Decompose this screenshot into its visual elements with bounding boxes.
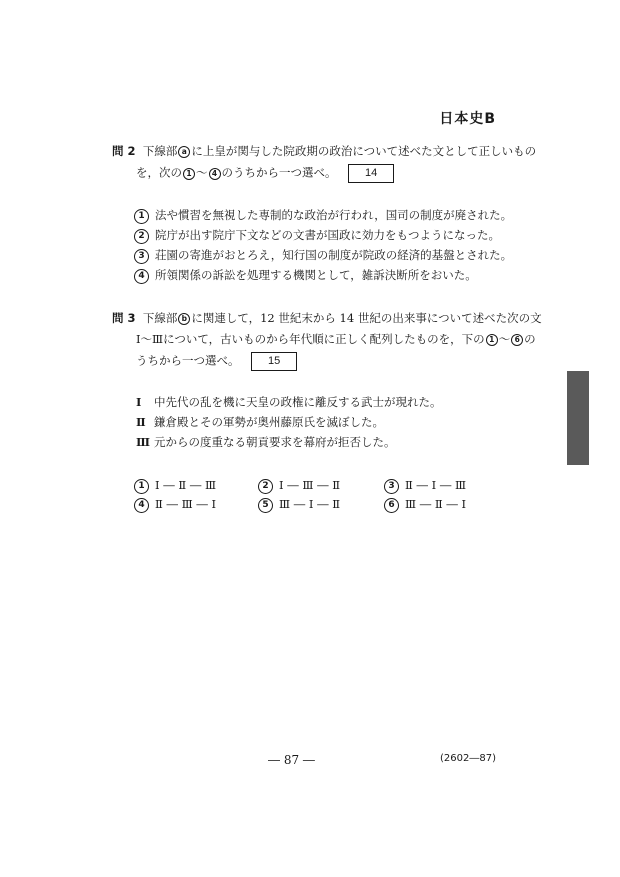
statement-text: 鎌倉殿とその軍勢が奥州藤原氏を滅ぼした。 [154, 415, 384, 429]
choice-number: 3 [384, 479, 399, 494]
answer-box-14[interactable]: 14 [348, 164, 394, 183]
q3-choice-3[interactable] [384, 477, 466, 494]
q3-statement-3 [136, 434, 396, 450]
choice-number: 6 [384, 498, 399, 513]
q3-choice-4[interactable] [134, 496, 216, 513]
q3-statement-2 [136, 414, 384, 430]
choice-number: 5 [258, 498, 273, 513]
option-text: 荘園の寄進がおとろえ，知行国の制度が院政の経済的基盤とされた。 [155, 248, 513, 262]
q3-choice-1[interactable] [134, 477, 216, 494]
q3-line3 [136, 352, 297, 371]
q2-option-4[interactable] [134, 267, 477, 284]
q3-line1 [112, 310, 542, 326]
page-number: ― 87 ― [268, 753, 315, 767]
choice-text: Ⅲ ― Ⅰ ― Ⅱ [279, 497, 341, 511]
section-tab [567, 371, 589, 465]
statement-text: 元からの度重なる朝貢要求を幕府が拒否した。 [154, 435, 396, 449]
q3-line1-pre: 下線部 [142, 311, 178, 325]
underline-marker-a: a [178, 146, 190, 158]
choice-text: Ⅲ ― Ⅱ ― Ⅰ [405, 497, 467, 511]
q2-line1 [112, 143, 536, 159]
option-number: 1 [134, 209, 149, 224]
q3-line2-post: の [524, 332, 536, 346]
q2-line2-pre: を，次の [136, 165, 182, 180]
q2-option-3[interactable] [134, 247, 512, 264]
q3-line2-pre: Ⅰ～Ⅲについて，古いものから年代順に正しく配列したものを，下の [136, 332, 485, 346]
range-separator: ～ [196, 165, 208, 180]
statement-numeral: Ⅲ [136, 435, 151, 449]
statement-numeral: Ⅱ [136, 415, 146, 429]
q3-choice-2[interactable] [258, 477, 340, 494]
option-number: 4 [134, 269, 149, 284]
q3-choice-5[interactable] [258, 496, 340, 513]
range-from-number: 1 [183, 168, 195, 180]
range-to-number: 4 [209, 168, 221, 180]
q3-line2 [136, 331, 536, 347]
option-text: 院庁が出す院庁下文などの文書が国政に効力をもつようになった。 [155, 228, 500, 242]
choice-text: Ⅰ ― Ⅱ ― Ⅲ [155, 478, 217, 492]
choice-number: 2 [258, 479, 273, 494]
q2-line1-pre: 下線部 [142, 144, 178, 158]
option-text: 所領関係の訴訟を処理する機関として，雑訴決断所をおいた。 [155, 268, 477, 282]
statement-numeral: Ⅰ [136, 395, 142, 409]
q3-line3-text: うちから一つ選べ。 [136, 353, 240, 368]
answer-box-15[interactable]: 15 [251, 352, 297, 371]
statement-text: 中先代の乱を機に天皇の政権に離反する武士が現れた。 [154, 395, 442, 409]
q2-option-2[interactable] [134, 227, 500, 244]
range-from-number: 1 [486, 334, 498, 346]
q3-choice-6[interactable] [384, 496, 466, 513]
q2-line1-post: に上皇が関与した院政期の政治について述べた文として正しいもの [191, 144, 537, 158]
option-number: 2 [134, 229, 149, 244]
range-separator: ～ [498, 332, 511, 346]
range-to-number: 6 [511, 334, 523, 346]
q2-line2-post: のうちから一つ選べ。 [221, 165, 337, 180]
underline-marker-b: b [178, 313, 190, 325]
subject-title: 日本史B [439, 111, 496, 127]
q3-statement-1 [136, 394, 442, 410]
choice-number: 1 [134, 479, 149, 494]
page-code: (2602―87) [440, 753, 496, 764]
choice-number: 4 [134, 498, 149, 513]
option-text: 法や慣習を無視した専制的な政治が行われ，国司の制度が廃された。 [155, 208, 513, 222]
q2-option-1[interactable] [134, 207, 512, 224]
option-number: 3 [134, 249, 149, 264]
q2-line2 [136, 164, 394, 183]
choice-text: Ⅰ ― Ⅲ ― Ⅱ [279, 478, 341, 492]
q3-line1-post: に関連して，12 世紀末から 14 世紀の出来事について述べた次の文 [191, 311, 542, 325]
choice-text: Ⅱ ― Ⅰ ― Ⅲ [405, 478, 467, 492]
q3-label: 問 3 [112, 311, 136, 325]
q2-label: 問 2 [112, 144, 136, 158]
choice-text: Ⅱ ― Ⅲ ― Ⅰ [155, 497, 217, 511]
